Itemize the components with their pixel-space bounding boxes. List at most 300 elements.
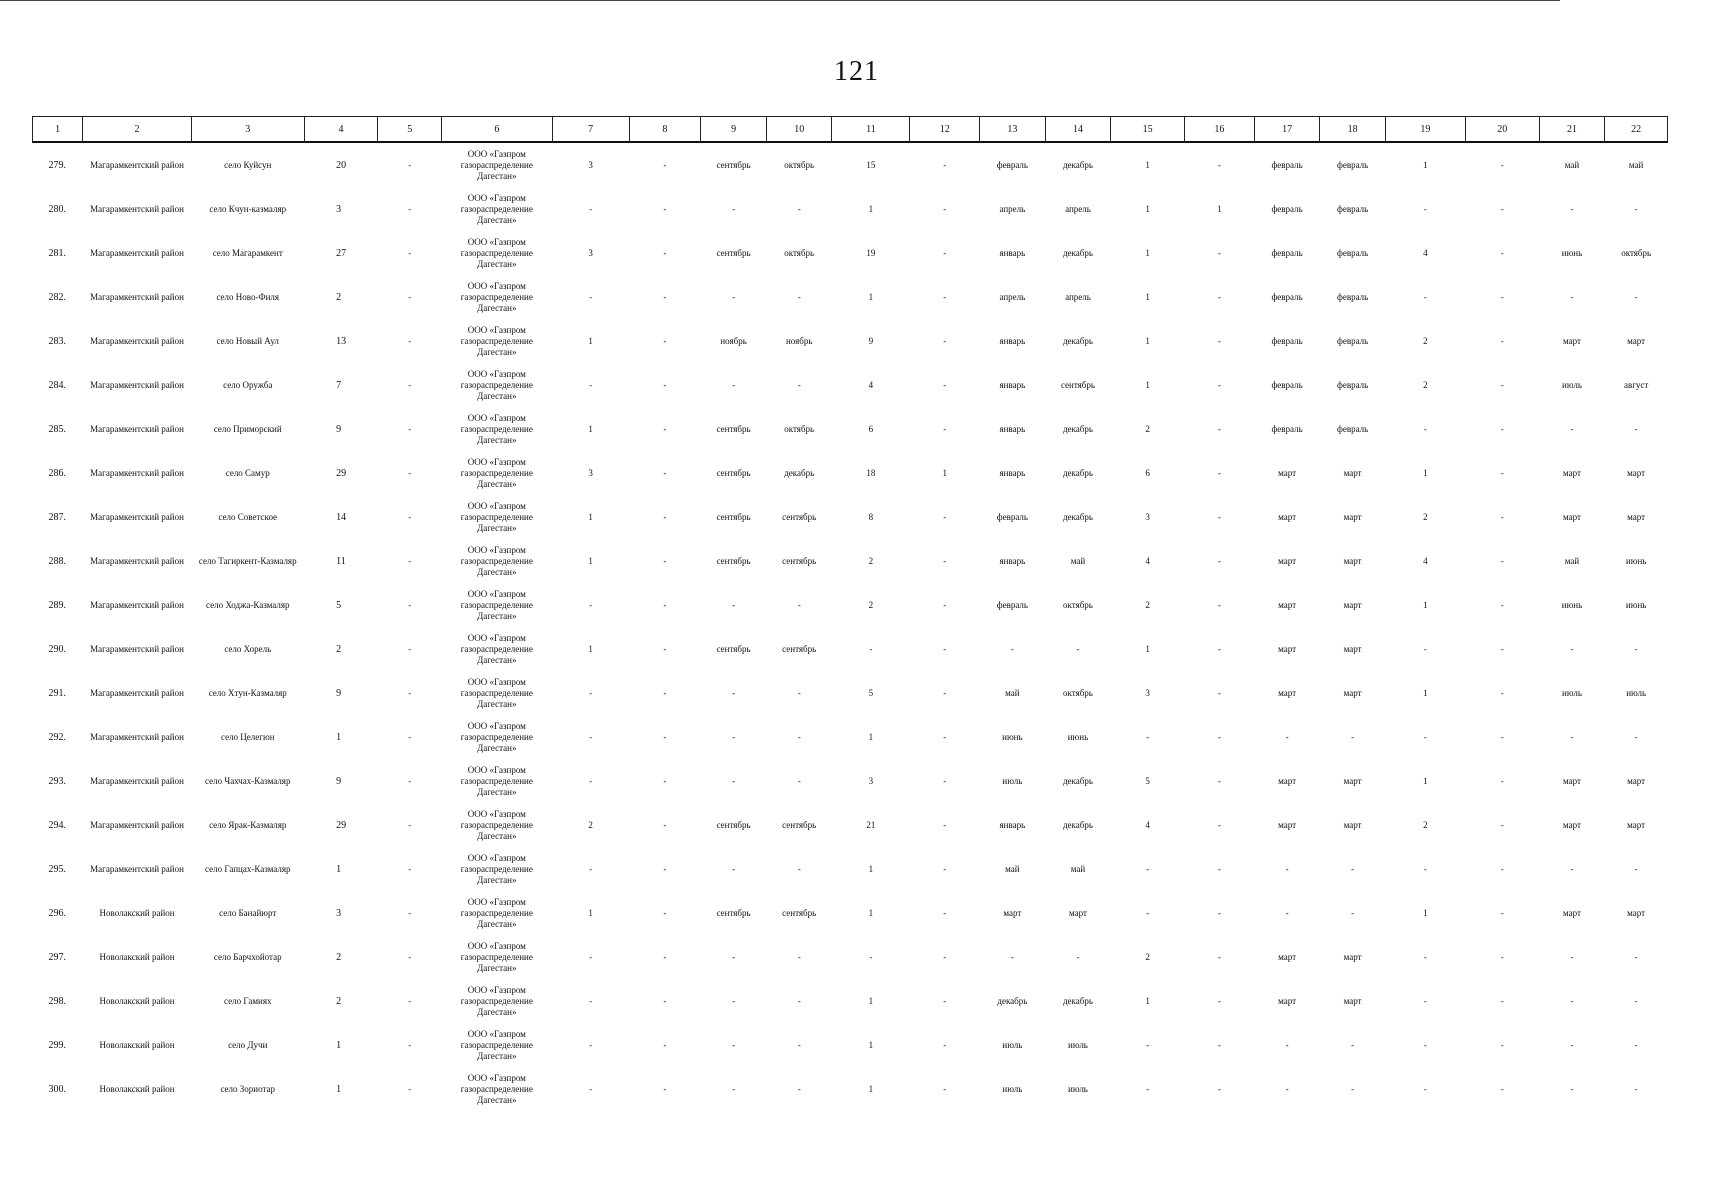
- col7-value-cell: -: [589, 1039, 593, 1050]
- settlement-cell: село Магарамкент: [212, 247, 283, 258]
- col16-value-cell: -: [1217, 511, 1221, 522]
- col8-value-cell: -: [663, 731, 667, 742]
- col22-month-cell: март: [1627, 335, 1646, 346]
- total-count-cell: 7: [336, 379, 342, 391]
- col8-value-cell: -: [663, 599, 667, 610]
- total-count-cell: 13: [336, 335, 347, 347]
- settlement-cell: село Целегюн: [220, 731, 275, 742]
- col7-value-cell: -: [589, 687, 593, 698]
- settlement-cell: село Ярак-Казмаляр: [209, 819, 287, 830]
- col14-month-cell: декабрь: [1062, 423, 1093, 434]
- col14-month-cell: декабрь: [1062, 775, 1093, 786]
- col21-month-cell: -: [1570, 731, 1574, 742]
- district-cell: Магарамкентский район: [90, 291, 184, 302]
- col5-value-cell: -: [408, 555, 412, 566]
- col19-value-cell: 1: [1423, 687, 1428, 698]
- col16-value-cell: -: [1217, 1039, 1221, 1050]
- col19-value-cell: 2: [1423, 379, 1428, 390]
- col13-month-cell: июнь: [1002, 731, 1023, 742]
- column-number-6: 6: [441, 117, 552, 143]
- col18-month-cell: февраль: [1337, 423, 1369, 434]
- col22-month-cell: -: [1634, 643, 1638, 654]
- col11-value-cell: -: [869, 951, 873, 962]
- col12-value-cell: -: [943, 1083, 947, 1094]
- col19-value-cell: 4: [1423, 247, 1428, 258]
- col16-value-cell: -: [1217, 599, 1221, 610]
- total-count-cell: 29: [336, 467, 347, 479]
- row-number-cell: 285.: [48, 423, 66, 435]
- col5-value-cell: -: [408, 203, 412, 214]
- organization-cell: ООО «Газпром газораспределение Дагестан»: [460, 1072, 533, 1105]
- col22-month-cell: июль: [1626, 687, 1647, 698]
- col12-value-cell: -: [943, 1039, 947, 1050]
- col9-month-cell: сентябрь: [716, 247, 751, 258]
- col16-value-cell: -: [1217, 423, 1221, 434]
- col11-value-cell: 8: [868, 511, 874, 522]
- col18-month-cell: март: [1343, 687, 1362, 698]
- col16-value-cell: -: [1217, 907, 1221, 918]
- column-number-12: 12: [910, 117, 980, 143]
- district-cell: Магарамкентский район: [90, 863, 184, 874]
- col22-month-cell: март: [1627, 467, 1646, 478]
- col5-value-cell: -: [408, 423, 412, 434]
- organization-cell: ООО «Газпром газораспределение Дагестан»: [460, 764, 533, 797]
- col13-month-cell: январь: [999, 335, 1026, 346]
- total-count-cell: 1: [336, 863, 342, 875]
- col7-value-cell: 3: [588, 247, 593, 258]
- col11-value-cell: 1: [868, 731, 874, 742]
- col16-value-cell: -: [1217, 643, 1221, 654]
- col17-month-cell: февраль: [1271, 247, 1303, 258]
- col11-value-cell: 6: [868, 423, 874, 434]
- col9-month-cell: сентябрь: [716, 423, 751, 434]
- column-number-5: 5: [378, 117, 442, 143]
- col9-month-cell: сентябрь: [716, 511, 751, 522]
- district-cell: Магарамкентский район: [90, 511, 184, 522]
- col18-month-cell: -: [1351, 863, 1355, 874]
- col20-value-cell: -: [1500, 1039, 1504, 1050]
- col10-month-cell: ноябрь: [785, 335, 813, 346]
- col12-value-cell: -: [943, 159, 947, 170]
- col7-value-cell: 3: [588, 159, 593, 170]
- column-number-3: 3: [191, 117, 304, 143]
- col20-value-cell: -: [1500, 819, 1504, 830]
- col9-month-cell: сентябрь: [716, 643, 751, 654]
- col20-value-cell: -: [1500, 731, 1504, 742]
- col15-value-cell: 1: [1145, 995, 1150, 1006]
- col22-month-cell: март: [1627, 819, 1646, 830]
- col10-month-cell: сентябрь: [782, 643, 817, 654]
- col19-value-cell: 2: [1423, 819, 1428, 830]
- col11-value-cell: 9: [868, 335, 874, 346]
- col20-value-cell: -: [1500, 247, 1504, 258]
- col20-value-cell: -: [1500, 1083, 1504, 1094]
- col20-value-cell: -: [1500, 863, 1504, 874]
- col13-month-cell: апрель: [999, 203, 1026, 214]
- col13-month-cell: июль: [1002, 1083, 1023, 1094]
- col16-value-cell: -: [1217, 247, 1221, 258]
- col14-month-cell: -: [1076, 643, 1080, 654]
- col8-value-cell: -: [663, 995, 667, 1006]
- total-count-cell: 5: [336, 599, 342, 611]
- col13-month-cell: май: [1005, 687, 1020, 698]
- col9-month-cell: -: [732, 775, 736, 786]
- col8-value-cell: -: [663, 511, 667, 522]
- col15-value-cell: 4: [1145, 819, 1150, 830]
- organization-cell: ООО «Газпром газораспределение Дагестан»: [460, 852, 533, 885]
- col21-month-cell: -: [1570, 423, 1574, 434]
- col5-value-cell: -: [408, 1039, 412, 1050]
- total-count-cell: 20: [336, 159, 347, 171]
- organization-cell: ООО «Газпром газораспределение Дагестан»: [460, 192, 533, 225]
- col7-value-cell: -: [589, 291, 593, 302]
- col17-month-cell: март: [1278, 995, 1297, 1006]
- col16-value-cell: -: [1217, 775, 1221, 786]
- col17-month-cell: март: [1278, 555, 1297, 566]
- col16-value-cell: -: [1217, 995, 1221, 1006]
- col15-value-cell: -: [1146, 907, 1150, 918]
- col8-value-cell: -: [663, 951, 667, 962]
- col14-month-cell: сентябрь: [1060, 379, 1095, 390]
- total-count-cell: 1: [336, 731, 342, 743]
- table-row: [33, 847, 1668, 891]
- col12-value-cell: -: [943, 907, 947, 918]
- table-row: [33, 715, 1668, 759]
- col14-month-cell: апрель: [1065, 203, 1091, 214]
- col9-month-cell: -: [732, 687, 736, 698]
- col21-month-cell: июнь: [1561, 247, 1583, 258]
- col7-value-cell: 1: [588, 335, 593, 346]
- col5-value-cell: -: [408, 687, 412, 698]
- col13-month-cell: февраль: [996, 599, 1028, 610]
- col9-month-cell: сентябрь: [716, 159, 751, 170]
- col20-value-cell: -: [1500, 643, 1504, 654]
- row-number-cell: 295.: [48, 863, 66, 875]
- row-number-cell: 289.: [48, 599, 66, 611]
- col10-month-cell: сентябрь: [782, 819, 817, 830]
- col8-value-cell: -: [663, 159, 667, 170]
- organization-cell: ООО «Газпром газораспределение Дагестан»: [460, 456, 533, 489]
- col5-value-cell: -: [408, 467, 412, 478]
- col7-value-cell: -: [589, 775, 593, 786]
- table-row: [33, 803, 1668, 847]
- row-number-cell: 288.: [48, 555, 66, 567]
- settlement-cell: село Зориотар: [220, 1083, 276, 1094]
- col10-month-cell: -: [797, 379, 801, 390]
- col5-value-cell: -: [408, 643, 412, 654]
- table-row: [33, 979, 1668, 1023]
- col22-month-cell: -: [1634, 995, 1638, 1006]
- col8-value-cell: -: [663, 379, 667, 390]
- col17-month-cell: март: [1278, 775, 1297, 786]
- row-number-cell: 296.: [48, 907, 66, 919]
- col17-month-cell: март: [1278, 951, 1297, 962]
- col8-value-cell: -: [663, 819, 667, 830]
- col22-month-cell: август: [1623, 379, 1649, 390]
- col10-month-cell: -: [797, 863, 801, 874]
- table-row: [33, 187, 1668, 231]
- district-cell: Магарамкентский район: [90, 247, 184, 258]
- col7-value-cell: 3: [588, 467, 593, 478]
- col12-value-cell: -: [943, 379, 947, 390]
- col17-month-cell: март: [1278, 643, 1297, 654]
- row-number-cell: 292.: [48, 731, 66, 743]
- col20-value-cell: -: [1500, 907, 1504, 918]
- organization-cell: ООО «Газпром газораспределение Дагестан»: [460, 808, 533, 841]
- col12-value-cell: -: [943, 203, 947, 214]
- col14-month-cell: июнь: [1067, 731, 1089, 742]
- col15-value-cell: 1: [1145, 291, 1150, 302]
- col20-value-cell: -: [1500, 599, 1504, 610]
- organization-cell: ООО «Газпром газораспределение Дагестан»: [460, 368, 533, 401]
- table-row: [33, 495, 1668, 539]
- col10-month-cell: сентябрь: [782, 907, 817, 918]
- col21-month-cell: май: [1564, 555, 1580, 566]
- total-count-cell: 2: [336, 951, 342, 963]
- col19-value-cell: -: [1423, 863, 1427, 874]
- district-cell: Магарамкентский район: [90, 423, 184, 434]
- col14-month-cell: декабрь: [1062, 995, 1093, 1006]
- col18-month-cell: март: [1343, 555, 1362, 566]
- col22-month-cell: -: [1634, 203, 1638, 214]
- col12-value-cell: -: [943, 863, 947, 874]
- column-number-13: 13: [980, 117, 1046, 143]
- col9-month-cell: сентябрь: [716, 907, 751, 918]
- col19-value-cell: -: [1423, 643, 1427, 654]
- col14-month-cell: апрель: [1065, 291, 1091, 302]
- total-count-cell: 9: [336, 423, 342, 435]
- table-row: [33, 627, 1668, 671]
- col18-month-cell: март: [1343, 599, 1362, 610]
- column-number-16: 16: [1185, 117, 1255, 143]
- col10-month-cell: -: [797, 291, 801, 302]
- organization-cell: ООО «Газпром газораспределение Дагестан»: [460, 588, 533, 621]
- district-cell: Магарамкентский район: [90, 775, 184, 786]
- col12-value-cell: -: [943, 951, 947, 962]
- column-number-20: 20: [1465, 117, 1539, 143]
- col14-month-cell: октябрь: [1063, 687, 1093, 698]
- col22-month-cell: июнь: [1625, 555, 1647, 566]
- district-cell: Новолакский район: [99, 907, 175, 918]
- col15-value-cell: 1: [1145, 335, 1150, 346]
- col7-value-cell: -: [589, 599, 593, 610]
- col19-value-cell: 1: [1423, 159, 1428, 170]
- col17-month-cell: март: [1278, 819, 1297, 830]
- settlement-cell: село Оружба: [223, 379, 273, 390]
- col17-month-cell: февраль: [1271, 423, 1303, 434]
- col21-month-cell: март: [1563, 907, 1581, 918]
- col10-month-cell: октябрь: [784, 159, 815, 170]
- col15-value-cell: 2: [1145, 599, 1150, 610]
- organization-cell: ООО «Газпром газораспределение Дагестан»: [460, 940, 533, 973]
- district-cell: Магарамкентский район: [90, 203, 184, 214]
- col16-value-cell: -: [1217, 159, 1221, 170]
- organization-cell: ООО «Газпром газораспределение Дагестан»: [460, 236, 533, 269]
- table-row: [33, 451, 1668, 495]
- col11-value-cell: -: [869, 643, 873, 654]
- col15-value-cell: 1: [1145, 643, 1150, 654]
- col21-month-cell: июнь: [1561, 599, 1583, 610]
- col18-month-cell: март: [1343, 775, 1362, 786]
- col9-month-cell: ноябрь: [720, 335, 747, 346]
- col5-value-cell: -: [408, 731, 412, 742]
- col15-value-cell: 3: [1145, 687, 1150, 698]
- column-number-14: 14: [1045, 117, 1111, 143]
- settlement-cell: село Чахчах-Казмаляр: [205, 775, 291, 786]
- col15-value-cell: -: [1146, 1039, 1150, 1050]
- col14-month-cell: май: [1070, 555, 1086, 566]
- col11-value-cell: 2: [868, 555, 874, 566]
- total-count-cell: 2: [336, 995, 342, 1007]
- col20-value-cell: -: [1500, 159, 1504, 170]
- col13-month-cell: июль: [1002, 1039, 1023, 1050]
- settlement-cell: село Куйсун: [224, 159, 272, 170]
- col16-value-cell: 1: [1217, 203, 1222, 214]
- col5-value-cell: -: [408, 819, 412, 830]
- col12-value-cell: -: [943, 511, 947, 522]
- col22-month-cell: -: [1634, 1039, 1638, 1050]
- row-number-cell: 282.: [48, 291, 66, 303]
- district-cell: Магарамкентский район: [90, 731, 184, 742]
- row-number-cell: 290.: [48, 643, 66, 655]
- col16-value-cell: -: [1217, 863, 1221, 874]
- organization-cell: ООО «Газпром газораспределение Дагестан»: [460, 984, 533, 1017]
- col19-value-cell: 1: [1423, 467, 1428, 478]
- col15-value-cell: 1: [1145, 379, 1150, 390]
- col12-value-cell: -: [943, 247, 947, 258]
- col7-value-cell: -: [589, 863, 593, 874]
- col10-month-cell: октябрь: [784, 247, 815, 258]
- col13-month-cell: июль: [1002, 775, 1023, 786]
- col11-value-cell: 5: [868, 687, 874, 698]
- col7-value-cell: -: [589, 379, 593, 390]
- total-count-cell: 2: [336, 291, 342, 303]
- col5-value-cell: -: [408, 1083, 412, 1094]
- col7-value-cell: 1: [588, 555, 593, 566]
- row-number-cell: 299.: [48, 1039, 66, 1051]
- col5-value-cell: -: [408, 511, 412, 522]
- settlement-cell: село Приморский: [213, 423, 282, 434]
- col21-month-cell: -: [1570, 1039, 1574, 1050]
- row-number-cell: 300.: [48, 1083, 66, 1095]
- col10-month-cell: -: [797, 203, 801, 214]
- column-number-17: 17: [1254, 117, 1320, 143]
- col16-value-cell: -: [1217, 731, 1221, 742]
- total-count-cell: 2: [336, 643, 342, 655]
- district-cell: Магарамкентский район: [90, 819, 184, 830]
- col21-month-cell: март: [1563, 819, 1581, 830]
- col11-value-cell: 1: [868, 203, 874, 214]
- total-count-cell: 9: [336, 687, 342, 699]
- col8-value-cell: -: [663, 247, 667, 258]
- col16-value-cell: -: [1217, 687, 1221, 698]
- row-number-cell: 283.: [48, 335, 66, 347]
- col11-value-cell: 2: [868, 599, 874, 610]
- row-number-cell: 280.: [48, 203, 66, 215]
- column-number-4: 4: [304, 117, 378, 143]
- settlement-cell: село Хорель: [224, 643, 272, 654]
- col21-month-cell: -: [1570, 951, 1574, 962]
- col9-month-cell: -: [732, 379, 736, 390]
- row-number-cell: 279.: [48, 159, 66, 171]
- col13-month-cell: декабрь: [997, 995, 1028, 1006]
- col12-value-cell: -: [943, 599, 947, 610]
- col19-value-cell: -: [1423, 995, 1427, 1006]
- col13-month-cell: январь: [999, 819, 1026, 830]
- settlement-cell: село Ходжа-Казмаляр: [206, 599, 290, 610]
- col8-value-cell: -: [663, 555, 667, 566]
- total-count-cell: 9: [336, 775, 342, 787]
- col18-month-cell: февраль: [1337, 335, 1369, 346]
- col13-month-cell: январь: [999, 467, 1026, 478]
- col14-month-cell: октябрь: [1063, 599, 1093, 610]
- col18-month-cell: март: [1343, 951, 1362, 962]
- settlement-cell: село Банайюрт: [219, 907, 277, 918]
- col22-month-cell: июнь: [1625, 599, 1647, 610]
- row-number-cell: 286.: [48, 467, 66, 479]
- col10-month-cell: -: [797, 775, 801, 786]
- col14-month-cell: июль: [1068, 1039, 1088, 1050]
- gasification-schedule-sheet: [32, 116, 1668, 1111]
- col10-month-cell: сентябрь: [782, 511, 817, 522]
- total-count-cell: 14: [336, 511, 347, 523]
- col17-month-cell: февраль: [1271, 335, 1303, 346]
- settlement-cell: село Самур: [225, 467, 270, 478]
- col15-value-cell: 4: [1145, 555, 1150, 566]
- col16-value-cell: -: [1217, 1083, 1221, 1094]
- col17-month-cell: -: [1285, 1039, 1289, 1050]
- col7-value-cell: -: [589, 995, 593, 1006]
- col13-month-cell: апрель: [999, 291, 1026, 302]
- col5-value-cell: -: [408, 247, 412, 258]
- organization-cell: ООО «Газпром газораспределение Дагестан»: [460, 720, 533, 753]
- col13-month-cell: февраль: [996, 511, 1028, 522]
- col10-month-cell: -: [797, 1083, 801, 1094]
- settlement-cell: село Гамиях: [224, 995, 272, 1006]
- col11-value-cell: 1: [868, 863, 874, 874]
- col13-month-cell: январь: [999, 555, 1026, 566]
- col19-value-cell: -: [1423, 731, 1427, 742]
- col5-value-cell: -: [408, 159, 412, 170]
- settlement-cell: село Кчун-казмаляр: [209, 203, 287, 214]
- settlement-cell: село Советское: [218, 511, 278, 522]
- col7-value-cell: 1: [588, 907, 593, 918]
- col21-month-cell: -: [1570, 1083, 1574, 1094]
- col19-value-cell: 4: [1423, 555, 1428, 566]
- col18-month-cell: март: [1343, 643, 1362, 654]
- col21-month-cell: -: [1570, 863, 1574, 874]
- organization-cell: ООО «Газпром газораспределение Дагестан»: [460, 676, 533, 709]
- settlement-cell: село Барчхойотар: [213, 951, 282, 962]
- col5-value-cell: -: [408, 335, 412, 346]
- col16-value-cell: -: [1217, 951, 1221, 962]
- col22-month-cell: март: [1627, 511, 1646, 522]
- row-number-cell: 293.: [48, 775, 66, 787]
- district-cell: Магарамкентский район: [90, 555, 184, 566]
- district-cell: Новолакский район: [99, 1039, 175, 1050]
- district-cell: Новолакский район: [99, 995, 175, 1006]
- col18-month-cell: -: [1351, 1039, 1355, 1050]
- col21-month-cell: июль: [1562, 687, 1582, 698]
- col16-value-cell: -: [1217, 379, 1221, 390]
- col16-value-cell: -: [1217, 555, 1221, 566]
- district-cell: Магарамкентский район: [90, 379, 184, 390]
- col13-month-cell: январь: [999, 247, 1026, 258]
- col19-value-cell: 1: [1423, 907, 1428, 918]
- column-number-22: 22: [1605, 117, 1668, 143]
- table-row: [33, 539, 1668, 583]
- organization-cell: ООО «Газпром газораспределение Дагестан»: [460, 148, 533, 181]
